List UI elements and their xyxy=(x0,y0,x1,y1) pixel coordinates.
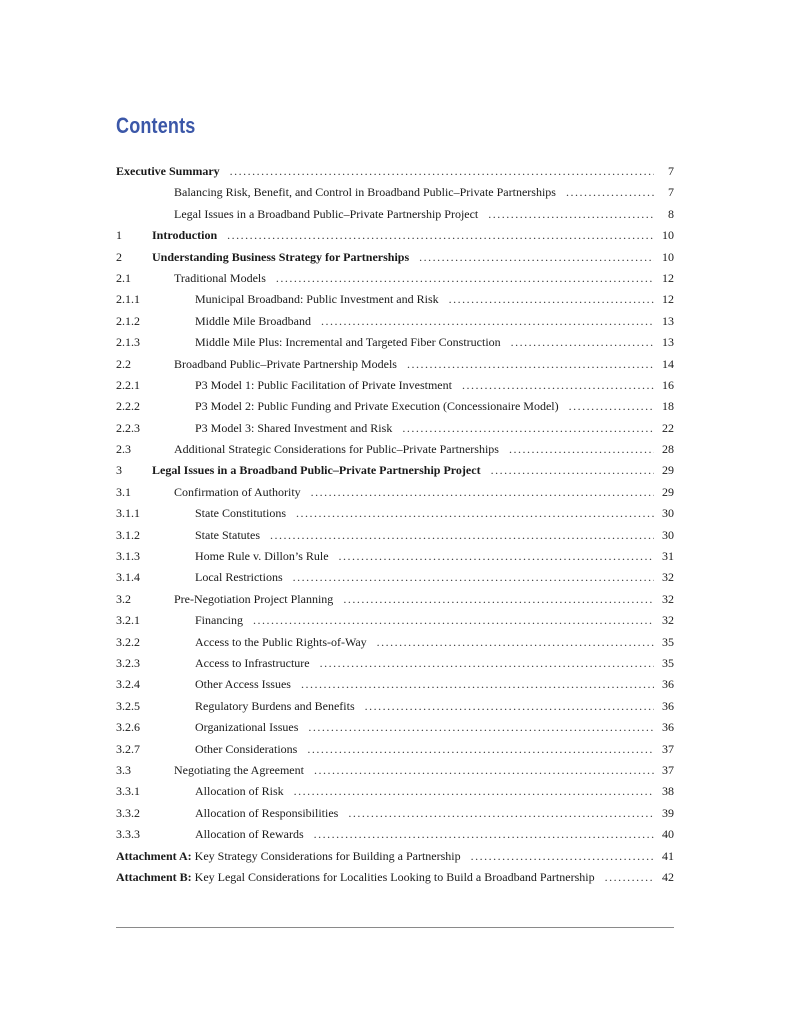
toc-entry[interactable] xyxy=(116,460,674,481)
toc-entry-title: P3 Model 3: Shared Investment and Risk xyxy=(195,420,393,435)
toc-dot-leader xyxy=(308,717,654,738)
toc-section-number: 2.2 xyxy=(116,356,131,371)
toc-entry[interactable] xyxy=(116,418,674,439)
toc-section-number: 1 xyxy=(116,228,122,243)
toc-dot-leader xyxy=(320,653,654,674)
toc-entry-title: Negotiating the Agreement xyxy=(174,762,304,777)
toc-entry[interactable] xyxy=(116,311,674,332)
toc-section-number: 3.2.1 xyxy=(116,613,140,628)
toc-entry-title: Financing xyxy=(195,613,243,628)
toc-page-number: 22 xyxy=(662,420,674,435)
toc-dot-leader xyxy=(270,525,654,546)
toc-dot-leader xyxy=(314,824,654,845)
toc-dot-leader xyxy=(276,268,654,289)
toc-page-number: 32 xyxy=(662,613,674,628)
toc-page-number: 37 xyxy=(662,741,674,756)
toc-section-number: 3.3.1 xyxy=(116,784,140,799)
toc-page-number: 7 xyxy=(668,185,674,200)
toc-dot-leader xyxy=(227,225,654,246)
toc-entry[interactable] xyxy=(116,589,674,610)
toc-entry-title: Allocation of Risk xyxy=(195,784,284,799)
toc-entry[interactable] xyxy=(116,696,674,717)
toc-entry-title: Home Rule v. Dillon’s Rule xyxy=(195,549,329,564)
toc-dot-leader xyxy=(321,311,654,332)
toc-page-number: 35 xyxy=(662,655,674,670)
toc-section-number: 2.1.3 xyxy=(116,335,140,350)
toc-page-number: 12 xyxy=(662,292,674,307)
toc-section-number: 3.1.2 xyxy=(116,527,140,542)
toc-page-number: 30 xyxy=(662,527,674,542)
toc-page-number: 13 xyxy=(662,335,674,350)
toc-dot-leader xyxy=(301,674,654,695)
toc-entry[interactable] xyxy=(116,653,674,674)
toc-page-number: 10 xyxy=(662,228,674,243)
toc-page-number: 28 xyxy=(662,442,674,457)
toc-page-number: 37 xyxy=(662,762,674,777)
toc-section-number: 3.3.2 xyxy=(116,805,140,820)
toc-dot-leader xyxy=(402,418,654,439)
toc-entry[interactable] xyxy=(116,439,674,460)
toc-entry[interactable] xyxy=(116,354,674,375)
toc-entry-title: Municipal Broadband: Public Investment and Risk xyxy=(195,292,439,307)
toc-entry[interactable] xyxy=(116,225,674,246)
toc-entry[interactable] xyxy=(116,610,674,631)
toc-section-number: 3 xyxy=(116,463,122,478)
toc-page-number: 16 xyxy=(662,377,674,392)
toc-page-number: 32 xyxy=(662,591,674,606)
toc-page-number: 36 xyxy=(662,698,674,713)
toc-dot-leader xyxy=(293,567,654,588)
toc-dot-leader xyxy=(339,546,654,567)
toc-dot-leader xyxy=(605,867,654,888)
toc-dot-leader xyxy=(449,289,654,310)
toc-entry-title: Other Considerations xyxy=(195,741,298,756)
toc-dot-leader xyxy=(511,332,654,353)
toc-page-number: 7 xyxy=(668,164,674,178)
toc-entry-title: Access to the Public Rights-of-Way xyxy=(195,634,367,649)
toc-section-number: 3.2.3 xyxy=(116,655,140,670)
toc-entry-title: Traditional Models xyxy=(174,270,266,285)
toc-entry-title: Legal Issues in a Broadband Public–Private Partnership Project xyxy=(174,206,479,221)
toc-attachment-title: Key Legal Considerations for Localities Looking to Build a Broadband Partnership xyxy=(194,869,595,884)
toc-section-number: 3.2 xyxy=(116,591,131,606)
toc-entry-title: State Constitutions xyxy=(195,506,287,521)
toc-dot-leader xyxy=(365,696,654,717)
toc-page-number: 29 xyxy=(662,463,674,478)
toc-dot-leader xyxy=(407,354,654,375)
toc-section-number: 3.3.3 xyxy=(116,827,140,842)
toc-entry-title: Organizational Issues xyxy=(195,720,299,735)
toc-page-number: 13 xyxy=(662,313,674,328)
toc-entry-title: Allocation of Rewards xyxy=(195,827,304,842)
toc-entry-title: State Statutes xyxy=(195,527,260,542)
toc-entry-title: Other Access Issues xyxy=(195,677,291,692)
toc-entry[interactable] xyxy=(116,781,674,802)
toc-entry[interactable] xyxy=(116,289,674,310)
table-of-contents xyxy=(116,161,674,888)
toc-dot-leader xyxy=(311,482,654,503)
footer-divider xyxy=(116,927,674,928)
toc-entry[interactable] xyxy=(116,546,674,567)
toc-section-number: 2.3 xyxy=(116,442,131,457)
toc-entry[interactable] xyxy=(116,739,674,760)
toc-section-number: 3.2.5 xyxy=(116,698,140,713)
toc-entry-title: Legal Issues in a Broadband Public–Private Partnership Project xyxy=(152,463,481,478)
toc-entry[interactable] xyxy=(116,204,674,225)
toc-attachment-prefix: Attachment B: xyxy=(116,869,192,884)
toc-page-number: 36 xyxy=(662,720,674,735)
toc-section-number: 3.1 xyxy=(116,484,131,499)
toc-entry[interactable] xyxy=(116,632,674,653)
toc-section-number: 2 xyxy=(116,249,122,264)
toc-page-number: 30 xyxy=(662,506,674,521)
toc-page-number: 10 xyxy=(662,249,674,264)
toc-section-number: 3.1.1 xyxy=(116,506,140,521)
toc-entry[interactable] xyxy=(116,182,674,203)
toc-page-number: 41 xyxy=(662,848,674,863)
toc-entry-title: Allocation of Responsibilities xyxy=(195,805,339,820)
toc-entry-title: Balancing Risk, Benefit, and Control in Broadband Public–Private Partnerships xyxy=(174,185,556,200)
toc-dot-leader xyxy=(230,161,654,182)
toc-entry[interactable] xyxy=(116,846,674,867)
toc-entry[interactable] xyxy=(116,503,674,524)
toc-section-number: 3.3 xyxy=(116,762,131,777)
toc-entry-title: Additional Strategic Considerations for Public–Private Partnerships xyxy=(174,442,499,457)
toc-entry-title: Middle Mile Plus: Incremental and Targeted Fiber Construction xyxy=(195,335,501,350)
toc-dot-leader xyxy=(569,396,654,417)
toc-section-number: 2.2.1 xyxy=(116,377,140,392)
toc-entry-title: Confirmation of Authority xyxy=(174,484,301,499)
toc-page-number: 39 xyxy=(662,805,674,820)
toc-entry[interactable] xyxy=(116,482,674,503)
toc-section-number: 3.2.2 xyxy=(116,634,140,649)
toc-page-number: 42 xyxy=(662,869,674,884)
toc-section-number: 2.1.2 xyxy=(116,313,140,328)
toc-attachment-title: Key Strategy Considerations for Building a Partnership xyxy=(194,848,461,863)
toc-entry[interactable] xyxy=(116,760,674,781)
toc-page-number: 8 xyxy=(668,206,674,221)
toc-page-number: 12 xyxy=(662,270,674,285)
toc-entry[interactable] xyxy=(116,803,674,824)
toc-section-number: 3.1.3 xyxy=(116,549,140,564)
toc-entry-title: Access to Infrastructure xyxy=(195,655,310,670)
toc-entry[interactable] xyxy=(116,268,674,289)
toc-dot-leader xyxy=(471,846,654,867)
toc-section-number: 3.2.7 xyxy=(116,741,140,756)
toc-entry[interactable] xyxy=(116,375,674,396)
toc-dot-leader xyxy=(419,247,654,268)
toc-entry[interactable] xyxy=(116,717,674,738)
toc-page-number: 31 xyxy=(662,549,674,564)
toc-section-number: 3.2.4 xyxy=(116,677,140,692)
toc-entry-title: Local Restrictions xyxy=(195,570,283,585)
toc-dot-leader xyxy=(491,460,654,481)
toc-dot-leader xyxy=(488,204,654,225)
toc-entry-title: P3 Model 1: Public Facilitation of Private Investment xyxy=(195,377,452,392)
toc-page-number: 29 xyxy=(662,484,674,499)
toc-entry-title: Regulatory Burdens and Benefits xyxy=(195,698,355,713)
toc-entry[interactable] xyxy=(116,332,674,353)
toc-entry-title: Broadband Public–Private Partnership Models xyxy=(174,356,397,371)
toc-entry[interactable] xyxy=(116,867,674,888)
toc-dot-leader xyxy=(253,610,654,631)
toc-dot-leader xyxy=(377,632,654,653)
toc-page-number: 32 xyxy=(662,570,674,585)
toc-entry[interactable] xyxy=(116,674,674,695)
toc-dot-leader xyxy=(509,439,654,460)
toc-page-number: 40 xyxy=(662,827,674,842)
toc-dot-leader xyxy=(348,803,654,824)
toc-entry-title: P3 Model 2: Public Funding and Private Execution (Concessionaire Model) xyxy=(195,399,559,414)
toc-dot-leader xyxy=(294,781,654,802)
toc-entry-title xyxy=(116,867,595,888)
toc-entry-title: Understanding Business Strategy for Partnerships xyxy=(152,249,410,264)
toc-dot-leader xyxy=(462,375,654,396)
page-title: Contents xyxy=(116,113,196,138)
toc-entry[interactable] xyxy=(116,824,674,845)
toc-entry[interactable] xyxy=(116,396,674,417)
toc-entry-title xyxy=(116,846,461,867)
toc-section-number: 2.2.3 xyxy=(116,420,140,435)
toc-entry[interactable] xyxy=(116,247,674,268)
toc-entry-title: Pre-Negotiation Project Planning xyxy=(174,591,334,606)
toc-page-number: 38 xyxy=(662,784,674,799)
toc-section-number: 2.1 xyxy=(116,270,131,285)
toc-dot-leader xyxy=(314,760,654,781)
toc-dot-leader xyxy=(566,182,654,203)
toc-section-number: 2.2.2 xyxy=(116,399,140,414)
toc-page-number: 18 xyxy=(662,399,674,414)
toc-dot-leader xyxy=(307,739,654,760)
toc-entry[interactable] xyxy=(116,161,674,182)
toc-entry-title: Executive Summary xyxy=(116,164,220,178)
toc-dot-leader xyxy=(296,503,654,524)
toc-page-number: 35 xyxy=(662,634,674,649)
toc-dot-leader xyxy=(343,589,654,610)
toc-section-number: 3.2.6 xyxy=(116,720,140,735)
toc-page-number: 14 xyxy=(662,356,674,371)
toc-section-number: 3.1.4 xyxy=(116,570,140,585)
toc-section-number: 2.1.1 xyxy=(116,292,140,307)
toc-entry[interactable] xyxy=(116,525,674,546)
toc-attachment-prefix: Attachment A: xyxy=(116,848,192,863)
toc-entry-title: Introduction xyxy=(152,228,218,243)
toc-entry-title: Middle Mile Broadband xyxy=(195,313,311,328)
toc-page-number: 36 xyxy=(662,677,674,692)
toc-entry[interactable] xyxy=(116,567,674,588)
